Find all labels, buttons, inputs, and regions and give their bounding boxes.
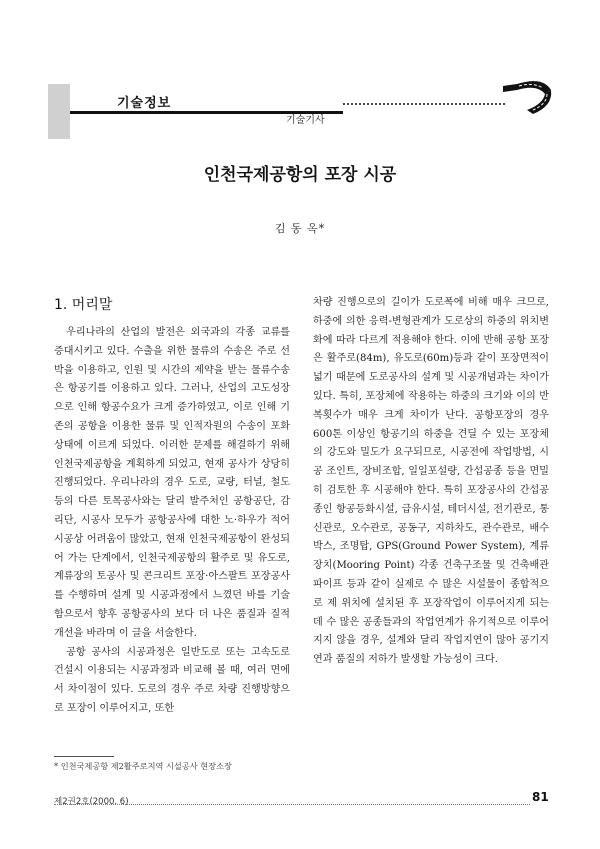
category-label: 기술기사 xyxy=(286,115,325,126)
paragraph: 공항 공사의 시공과정은 일반도로 또는 고속도로 건설시 이용되는 시공과정과 비교해 볼 때, 여러 면에서 차이점이 있다. 도로의 경우 주로 차량 진행방향으로 포장이 이루어지고, 또한 xyxy=(54,646,290,714)
author-name: 김 동 옥* xyxy=(274,222,326,235)
article-title: 인천국제공항의 포장 시공 xyxy=(203,165,397,185)
header-dotted-line xyxy=(343,103,505,105)
header-gray-block xyxy=(48,84,70,139)
paragraph: 차량 진행으로의 길이가 도로폭에 비해 매우 크므로, 하중에 의한 응력-변형관계가 도로상의 하중의 위치변화에 따라 다르게 적용해야 한다. 이에 반해 공항 포장은 활주로(84m), 유도로(60m)등과 같이 포장면적이 넓기 때문에 도로공사의 설계 및 시공개념과는 차이가 있다. 특히, 포장체에 작용하는 하중의 크기와 이의 반복횟수가 매우 크게 차이가 난다. 공항포장의 경우 600톤 이상인 항공기의 하중을 견딜 수 있는 포장체의 강도와 밀도가 요구되므로, 시공전에 작업방법, 시공 조인트, 장비조합, 일일포설량, 간섭공종 등을 면밀히 검토한 후 시공해야 한다. 특히 포장공사의 간섭공종인 항공등화시설, 급유시설, 테더시설, 전기관로, 통신관로, 오수관로, 공동구, 지하차도, 관수관로, 배수박스, 조명탑, GPS(Ground Power System), 계류장치(Mooring Point) 각종 건축구조물 및 건축배관파이프 등과 같이 실제로 수 많은 시설물이 종합적으로 제 위치에 설치된 후 포장작업이 이루어지게 되는데 수 많은 공종들과의 작업연계가 유기적으로 이루어지지 않을 경우, 설계와 달리 작업지연이 많아 공기지연과 품질의 저하가 발생할 가능성이 크다. xyxy=(313,297,549,666)
paragraph: 우리나라의 산업의 발전은 외국과의 각종 교류를 증대시키고 있다. 수출을 위한 물류의 수송은 주로 선박을 이용하고, 인원 및 시간의 제약을 받는 물류수송은 항공기를 이용하고 있다. 그러나, 산업의 고도성장으로 인해 항공수요가 크게 증가하였고, 이로 인해 기존의 공항을 이용한 물류 및 인적자원의 수송이 포화상태에 이르게 되었다. 이러한 문제를 해결하기 위해 인천국제공항을 계획하게 되었고, 현재 공사가 상당히 진행되었다. 우리나라의 경우 도로, 교량, 터널, 철도 등의 다른 토목공사와는 달리 발주처인 공항공단, 감리단, 시공사 모두가 공항공사에 대한 노·하우가 적어 시공상 어려움이 많았고, 현재 인천국제공항이 완성되어 가는 단계에서, 인천국제공항의 활주로 및 유도로, 계류장의 토공사 및 콘크리트 포장·아스팔트 포장공사를 수행하며 설계 및 시공과정에서 느꼈던 바를 기술함으로서 향후 공항공사의 보다 더 나은 품질과 질적 개선을 바라며 이 글을 서술한다. xyxy=(54,327,290,639)
footnote: * 인천국제공항 제2활주로지역 시설공사 현장소장 xyxy=(54,761,232,771)
left-column xyxy=(54,324,290,719)
section-heading: 1. 머리말 xyxy=(54,297,113,313)
issue-info: 제2권2호(2000. 6) xyxy=(54,797,129,807)
page-number: 81 xyxy=(532,790,549,804)
section-label: 기술정보 xyxy=(117,96,172,111)
footnote-rule xyxy=(54,756,114,757)
road-icon xyxy=(503,76,553,116)
footer-dotted-line xyxy=(54,804,530,805)
right-column xyxy=(313,294,549,670)
